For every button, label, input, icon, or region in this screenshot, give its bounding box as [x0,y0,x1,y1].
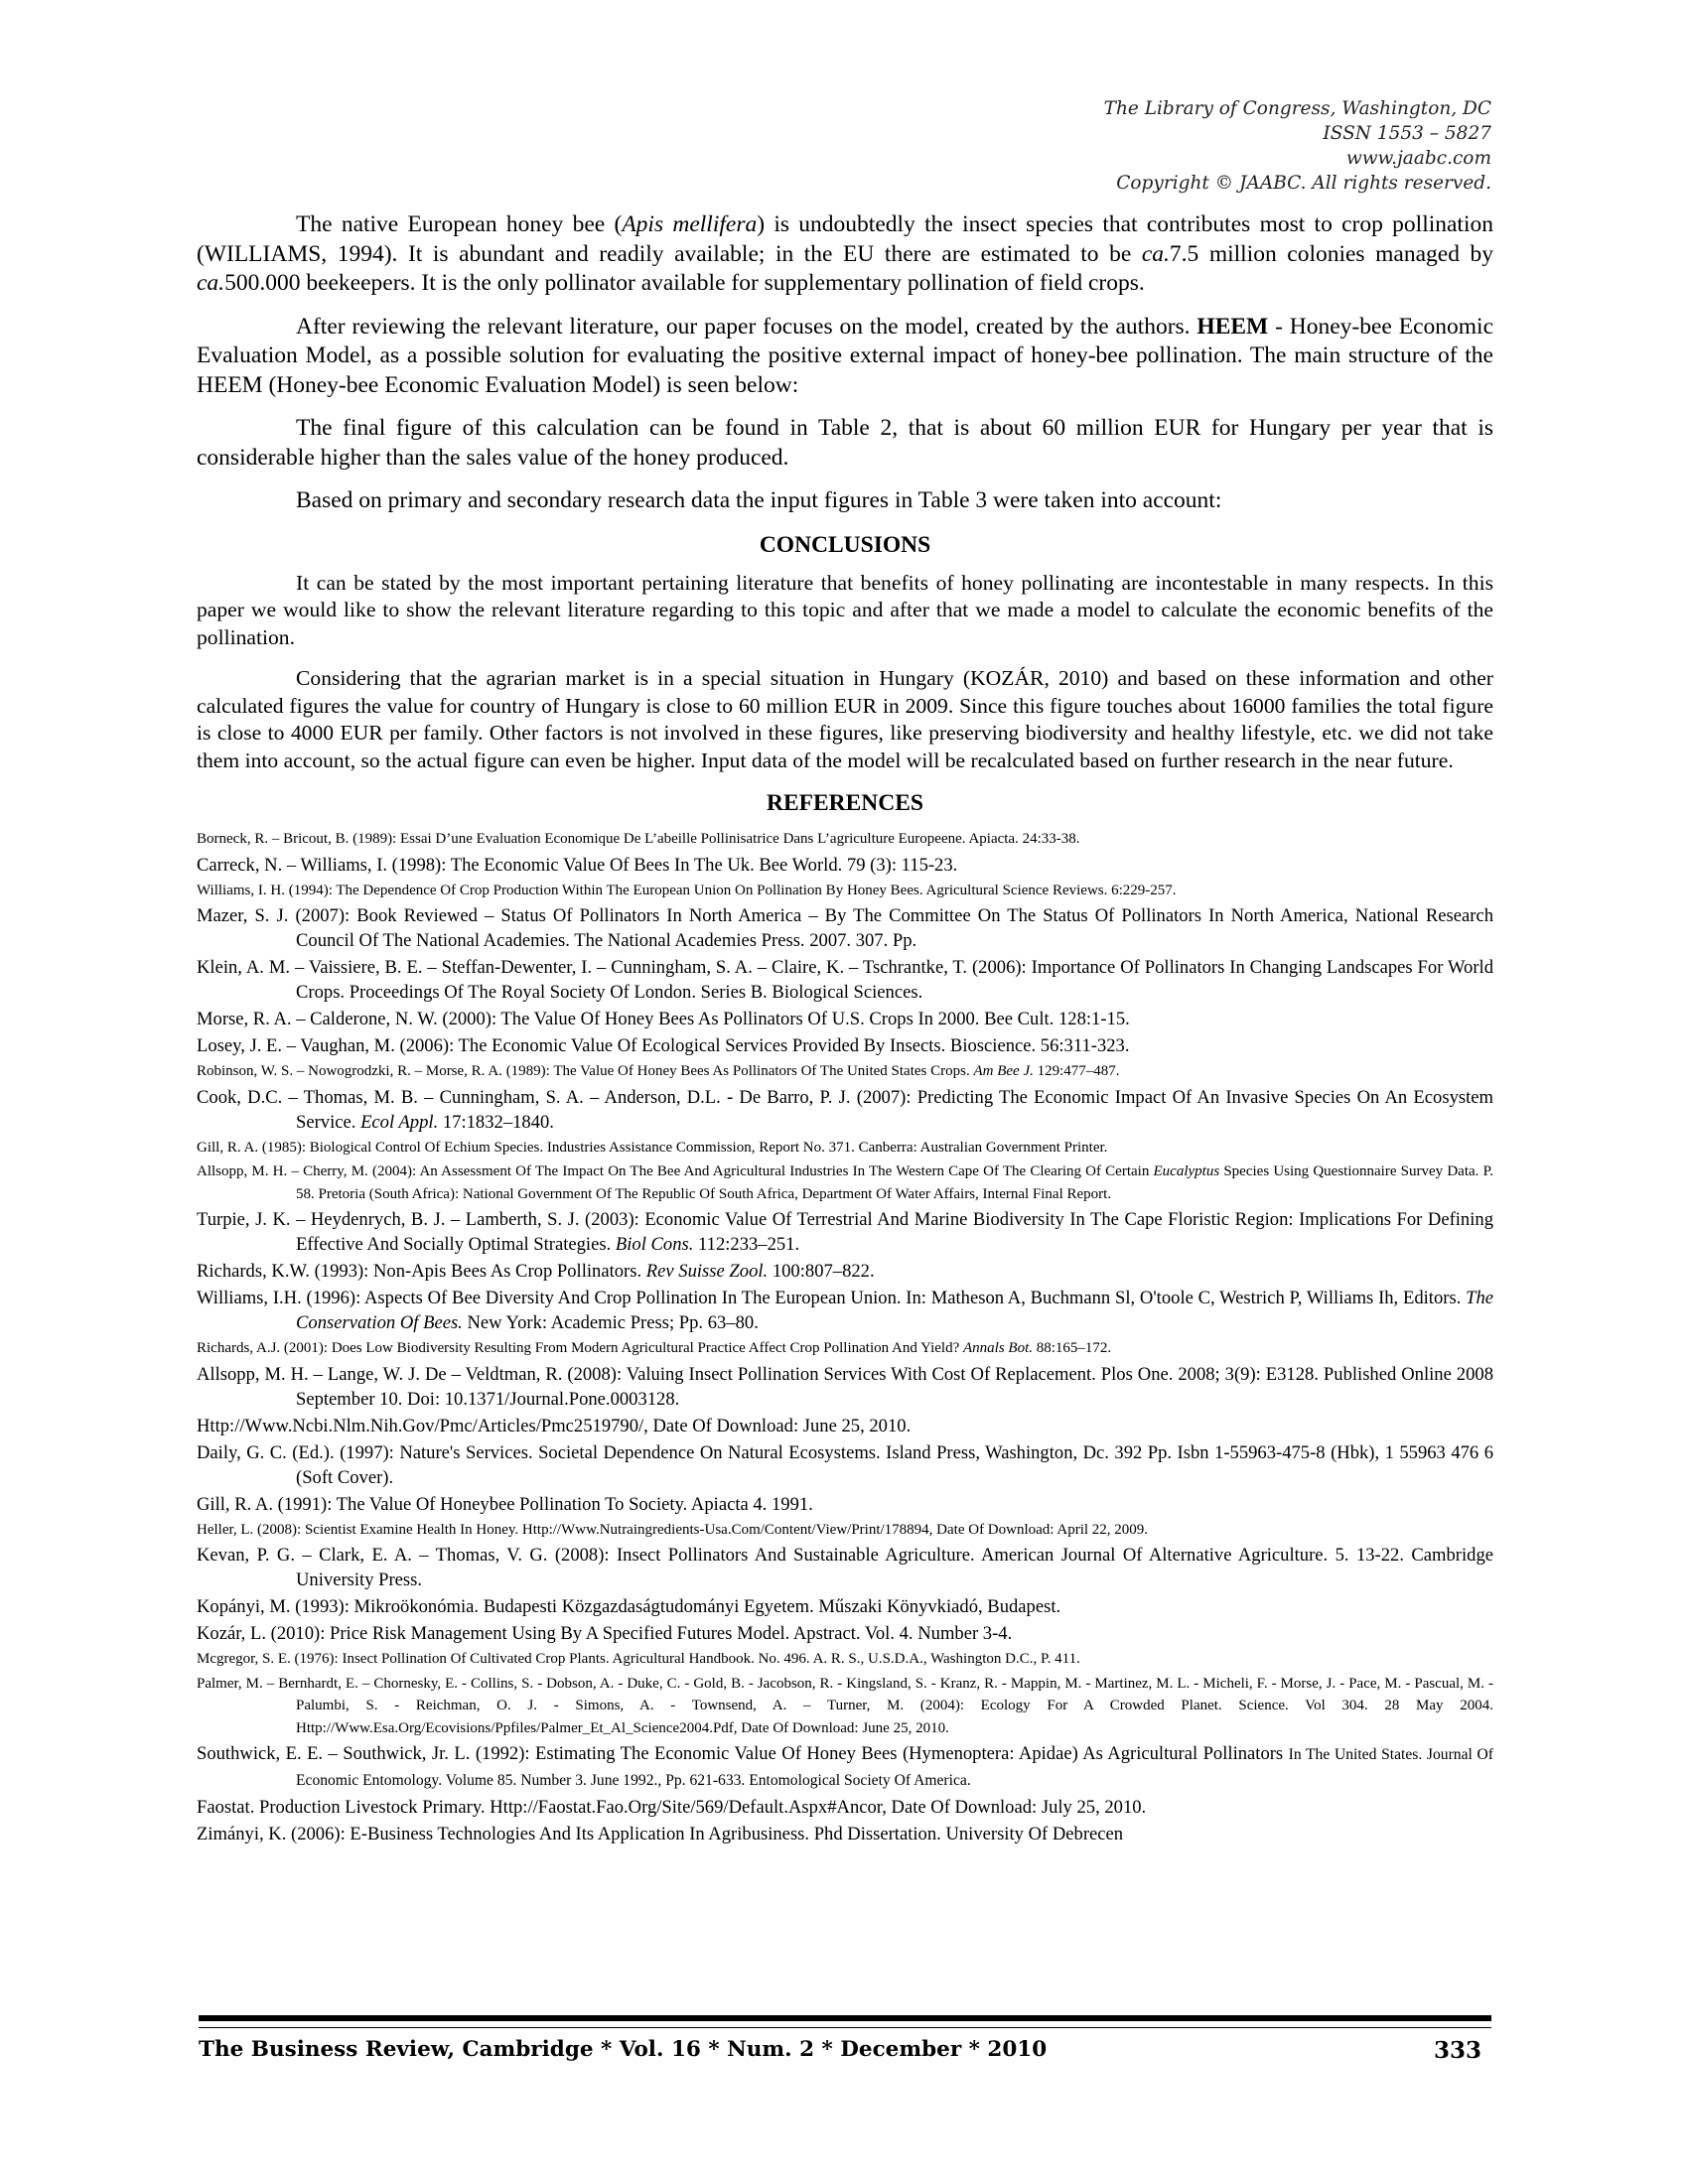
reference-item: Heller, L. (2008): Scientist Examine Health In Honey. Http://Www.Nutraingredients-Usa.Com/Content/View/Print/178894, Date Of Download: April 22, 2009. [197,1521,1149,1538]
reference-item: Carreck, N. – Williams, I. (1998): The Economic Value Of Bees In The Uk. Bee World. 79 (3): 115-23. [197,854,958,876]
intro-paragraph-1: The native European honey bee (Apis mellifera) is undoubtedly the insect species that contributes most to crop pollination (WILLIAMS, 1994). It is abundant and readily available; in the EU there are estimated to be ca.7.5 million colonies managed by ca.500.000 beekeepers. It is the only pollinator available for supplementary pollination of field crops. [197,211,1493,296]
reference-item: Palmer, M. – Bernhardt, E. – Chornesky, E. - Collins, S. - Dobson, A. - Duke, C. - Gold, B. - Jacobson, R. - Kingsland, S. - Kranz, R. - Mappin, M. - Martinez, M. L. - Micheli, F. - Morse, J. - Pace, M. - Pascual, M. - Palumbi, S. - Reichman, O. J. - Simons, A. - Townsend, A. – Turner, M. (2004): Ecology For A Crowded Planet. Science. Vol 304. 28 May 2004. Http://Www.Esa.Org/Ecovisions/Ppfiles/Palmer_Et_Al_Science2004.Pdf, Date Of Download: June 25, 2010. [197,1675,1493,1736]
reference-item: Zimányi, K. (2006): E-Business Technologies And Its Application In Agribusiness. Phd Dissertation. University Of Debrecen [197,1824,1124,1844]
reference-item: Faostat. Production Livestock Primary. Http://Faostat.Fao.Org/Site/569/Default.Aspx#Ancor, Date Of Download: July 25, 2010. [197,1797,1147,1818]
reference-item: Kozár, L. (2010): Price Risk Management Using By A Specified Futures Model. Apstract. Vol. 4. Number 3-4. [197,1623,1013,1644]
reference-item: Williams, I. H. (1994): The Dependence Of Crop Production Within The European Union On Pollination By Honey Bees. Agricultural Science Reviews. 6:229-257. [197,882,1177,898]
references-heading: REFERENCES [766,790,923,816]
header-website: www.jaabc.com [1345,148,1491,169]
reference-item: Morse, R. A. – Calderone, N. W. (2000): The Value Of Honey Bees As Pollinators Of U.S. Crops In 2000. Bee Cult. 128:1-15. [197,1009,1130,1029]
intro-paragraph-4: Based on primary and secondary research data the input figures in Table 3 were taken into account: [296,487,1222,513]
reference-item: Kopányi, M. (1993): Mikroökonómia. Budapesti Közgazdaságtudományi Egyetem. Műszaki Könyvkiadó, Budapest. [197,1596,1061,1617]
reference-item: Richards, K.W. (1993): Non-Apis Bees As Crop Pollinators. Rev Suisse Zool. 100:807–822. [197,1261,875,1282]
conclusions-paragraph-2: Considering that the agrarian market is in a special situation in Hungary (KOZÁR, 2010) and based on these information and other calculated figures the value for country of Hungary is close to 60 million EUR in 2009. Since this figure touches about 16000 families the total figure is close to 4000 EUR per family. Other factors is not involved in these figures, like preserving biodiversity and healthy lifestyle, etc. we did not take them into account, so the actual figure can even be higher. Input data of the model will be recalculated based on further research in the near future. [197,666,1493,772]
header-issn: ISSN 1553 – 5827 [1323,123,1491,144]
reference-item: Williams, I.H. (1996): Aspects Of Bee Diversity And Crop Pollination In The European Union. In: Matheson A, Buchmann Sl, O'toole C, Westrich P, Williams Ih, Editors. The Conservation Of Bees. New York: Academic Press; Pp. 63–80. [197,1288,1493,1333]
reference-item: Borneck, R. – Bricout, B. (1989): Essai D’une Evaluation Economique De L’abeille Pollinisatrice Dans L’agriculture Europeene. Apiacta. 24:33-38. [197,831,1080,847]
page-number: 333 [1433,2037,1481,2064]
journal-header [975,96,1491,196]
reference-item: Cook, D.C. – Thomas, M. B. – Cunningham, S. A. – Anderson, D.L. - De Barro, P. J. (2007): Predicting The Economic Impact Of An Invasive Species On An Ecosystem Service. Ecol Appl. 17:1832–1840. [197,1086,1493,1133]
conclusions-paragraph-1: It can be stated by the most important pertaining literature that benefits of honey pollinating are incontestable in many respects. In this paper we would like to show the relevant literature regarding to this topic and after that we made a model to calculate the economic benefits of the pollination. [197,570,1493,649]
reference-item: Gill, R. A. (1991): The Value Of Honeybee Pollination To Society. Apiacta 4. 1991. [197,1493,813,1515]
reference-item: Mcgregor, S. E. (1976): Insect Pollination Of Cultivated Crop Plants. Agricultural Handbook. No. 496. A. R. S., U.S.D.A., Washington D.C., P. 411. [197,1651,1080,1667]
reference-item: Turpie, J. K. – Heydenrych, B. J. – Lamberth, S. J. (2003): Economic Value Of Terrestrial And Marine Biodiversity In The Cape Floristic Region: Implications For Defining Effective And Socially Optimal Strategies. Biol Cons. 112:233–251. [197,1209,1493,1255]
reference-item: Southwick, E. E. – Southwick, Jr. L. (1992): Estimating The Economic Value Of Honey Bees (Hymenoptera: Apidae) As Agricultural Pollinators In The United States. Journal Of Economic Entomology. Volume 85. Number 3. June 1992., Pp. 621-633. Entomological Society Of America. [197,1743,1493,1789]
references-list [197,828,1493,1846]
footer-journal-info: The Business Review, Cambridge * Vol. 16 * Num. 2 * December * 2010 [199,2037,1048,2062]
header-copyright: Copyright © JAABC. All rights reserved. [1116,173,1491,194]
article-body [197,210,1493,1848]
reference-item: Allsopp, M. H. – Cherry, M. (2004): An Assessment Of The Impact On The Bee And Agricultural Industries In The Western Cape Of The Clearing Of Certain Eucalyptus Species Using Questionnaire Survey Data. P. 58. Pretoria (South Africa): National Government Of The Republic Of South Africa, Department Of Water Affairs, Internal Final Report. [197,1163,1493,1202]
footer-rule-thick [199,2015,1491,2021]
reference-item: Robinson, W. S. – Nowogrodzki, R. – Morse, R. A. (1989): The Value Of Honey Bees As Pollinators Of The United States Crops. Am Bee J. 129:477–487. [197,1063,1120,1079]
reference-item: Gill, R. A. (1985): Biological Control Of Echium Species. Industries Assistance Commission, Report No. 371. Canberra: Australian Government Printer. [197,1139,1108,1156]
intro-paragraph-3: The final figure of this calculation can be found in Table 2, that is about 60 million EUR for Hungary per year that is considerable higher than the sales value of the honey produced. [197,415,1493,471]
reference-item: Daily, G. C. (Ed.). (1997): Nature's Services. Societal Dependence On Natural Ecosystems. Island Press, Washington, Dc. 392 Pp. Isbn 1-55963-475-8 (Hbk), 1 55963 476 6 (Soft Cover). [197,1441,1493,1488]
intro-paragraph-2: After reviewing the relevant literature, our paper focuses on the model, created by the authors. HEEM - Honey-bee Economic Evaluation Model, as a possible solution for evaluating the positive external impact of honey-bee pollination. The main structure of the HEEM (Honey-bee Economic Evaluation Model) is seen below: [197,313,1493,398]
reference-item: Http://Www.Ncbi.Nlm.Nih.Gov/Pmc/Articles/Pmc2519790/, Date Of Download: June 25, 2010. [197,1415,912,1436]
page-footer [199,2037,1491,2077]
header-library: The Library of Congress, Washington, DC [1103,98,1491,119]
conclusions-heading: CONCLUSIONS [759,531,931,558]
reference-item: Mazer, S. J. (2007): Book Reviewed – Status Of Pollinators In North America – By The Committee On The Status Of Pollinators In North America, National Research Council Of The National Academies. The National Academies Press. 2007. 307. Pp. [197,905,1493,951]
reference-item: Kevan, P. G. – Clark, E. A. – Thomas, V. G. (2008): Insect Pollinators And Sustainable Agriculture. American Journal Of Alternative Agriculture. 5. 13-22. Cambridge University Press. [197,1545,1493,1590]
reference-item: Richards, A.J. (2001): Does Low Biodiversity Resulting From Modern Agricultural Practice Affect Crop Pollination And Yield? Annals Bot. 88:165–172. [197,1340,1112,1356]
footer-rule-thin [199,2027,1491,2028]
reference-item: Allsopp, M. H. – Lange, W. J. De – Veldtman, R. (2008): Valuing Insect Pollination Services With Cost Of Replacement. Plos One. 2008; 3(9): E3128. Published Online 2008 September 10. Doi: 10.1371/Journal.Pone.0003128. [197,1363,1493,1410]
reference-item: Losey, J. E. – Vaughan, M. (2006): The Economic Value Of Ecological Services Provided By Insects. Bioscience. 56:311-323. [197,1035,1130,1056]
reference-item: Klein, A. M. – Vaissiere, B. E. – Steffan-Dewenter, I. – Cunningham, S. A. – Claire, K. – Tschrantke, T. (2006): Importance Of Pollinators In Changing Landscapes For World Crops. Proceedings Of The Royal Society Of London. Series B. Biological Sciences. [197,957,1493,1003]
